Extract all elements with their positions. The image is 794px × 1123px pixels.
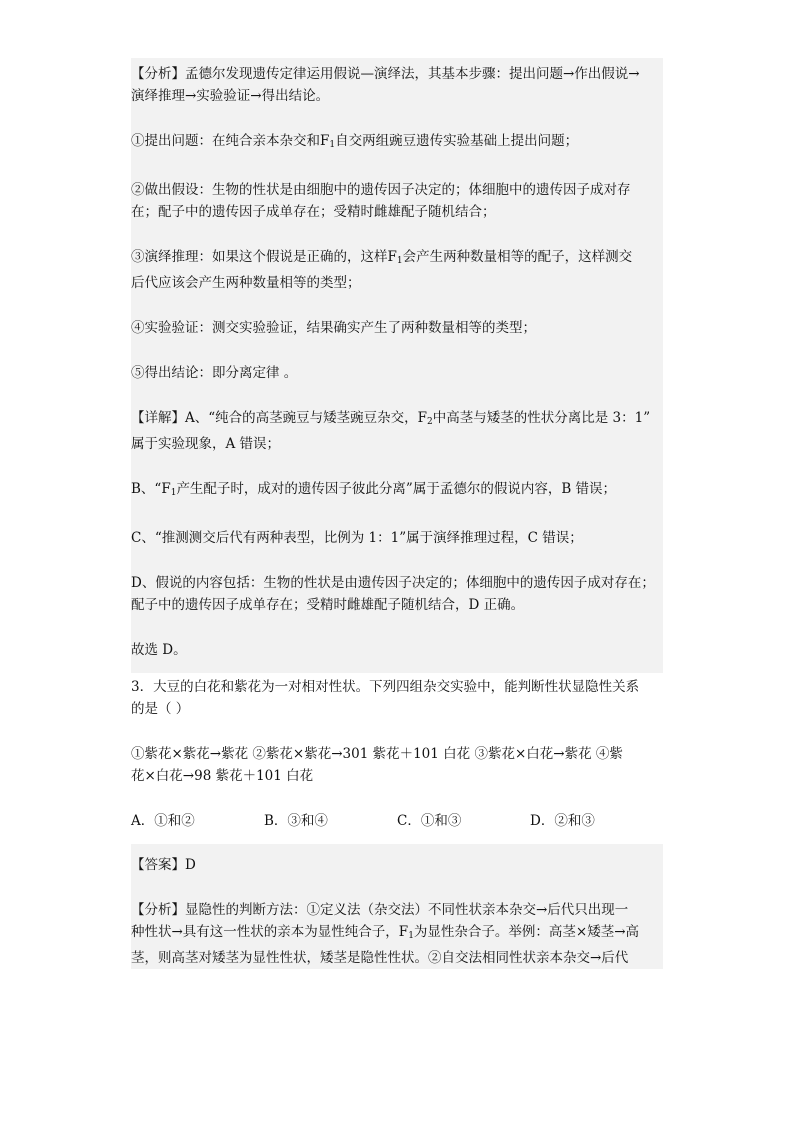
- analysis-line: 演绎推理→实验验证→得出结论。: [131, 88, 330, 104]
- answer-options: [131, 810, 663, 832]
- spacer: [131, 107, 663, 130]
- option-a: A．①和②: [131, 813, 195, 829]
- step-3-line: ③演绎推理：如果这个假说是正确的，这样$F_1$会产生两种数量相等的配子，这样测交: [131, 249, 633, 266]
- choose-statement: 故选 D。: [131, 639, 663, 661]
- detail-line: 属于实验现象，A 错误；: [131, 436, 281, 452]
- spacer: [131, 616, 663, 639]
- analysis-line: 【分析】孟德尔发现遗传定律运用假说—演绎法，其基本步骤：提出问题→作出假说→: [131, 66, 640, 82]
- option-b: B．③和④: [264, 813, 328, 829]
- step-4: ④实验验证：测交实验验证，结果确实产生了两种数量相等的类型；: [131, 317, 663, 339]
- analysis-2-line: 【分析】显隐性的判断方法：①定义法（杂交法）不同性状亲本杂交→后代只出现一: [131, 902, 629, 918]
- analysis-2: [131, 899, 663, 969]
- analysis-paragraph: [131, 58, 663, 107]
- step-2: [131, 179, 663, 223]
- detail-paragraph: [131, 407, 663, 455]
- option-d-line: D、假说的内容包括：生物的性状是由遗传因子决定的；体细胞中的遗传因子成对存在；: [131, 575, 655, 591]
- spacer: [131, 876, 663, 899]
- step-2-line: 在；配子中的遗传因子成单存在；受精时雌雄配子随机结合；: [131, 204, 496, 220]
- answer-block: [131, 844, 663, 876]
- spacer: [131, 504, 663, 527]
- step-1: ①提出问题：在纯合亲本杂交和$F_1$自交两组豌豆遗传实验基础上提出问题；: [131, 130, 663, 156]
- question-stem: 3．大豆的白花和紫花为一对相对性状。下列四组杂交实验中，能判断性状显隐性关系: [131, 676, 663, 698]
- spacer: [131, 384, 663, 407]
- spacer: [131, 787, 663, 810]
- option-d-explanation: [131, 572, 663, 616]
- option-d-line: 配子中的遗传因子成单存在；受精时雌雄配子随机结合，D 正确。: [131, 597, 525, 613]
- question-3: [131, 673, 663, 844]
- detail-line: 【详解】A、“纯合的高茎豌豆与矮茎豌豆杂交，$F_2$中高茎与矮茎的性状分离比是 3：1”: [131, 410, 651, 427]
- question-stem: 的是（ ）: [131, 698, 663, 720]
- step-5: ⑤得出结论：即分离定律 。: [131, 362, 663, 384]
- spacer: [131, 549, 663, 572]
- document-page: [131, 58, 663, 969]
- spacer: [131, 156, 663, 179]
- spacer: [131, 661, 663, 673]
- spacer: [131, 720, 663, 743]
- step-3-line: 后代应该会产生两种数量相等的类型；: [131, 275, 361, 291]
- option-b-explanation: B、“$F_1$产生配子时，成对的遗传因子彼此分离”属于孟德尔的假说内容，B 错误；: [131, 478, 663, 504]
- step-3: [131, 246, 663, 294]
- analysis-2-line: 茎，则高茎对矮茎为显性性状，矮茎是隐性性状。②自交法相同性状亲本杂交→后代: [131, 950, 629, 966]
- option-d: D．②和③: [530, 813, 595, 829]
- option-c-explanation: C、“推测测交后代有两种表型，比例为 1：1”属于演绎推理过程，C 错误；: [131, 527, 663, 549]
- step-2-line: ②做出假设：生物的性状是由细胞中的遗传因子决定的；体细胞中的遗传因子成对存: [131, 182, 631, 198]
- spacer: [131, 832, 663, 844]
- answer-line: 【答案】D: [131, 857, 196, 873]
- question-crosses: 花×白花→98 紫花＋101 白花: [131, 765, 663, 787]
- spacer: [131, 223, 663, 246]
- spacer: [131, 339, 663, 362]
- option-c: C．①和③: [397, 813, 462, 829]
- spacer: [131, 294, 663, 317]
- spacer: [131, 455, 663, 478]
- analysis-2-line: 种性状→具有这一性状的亲本为显性纯合子，$F_1$为显性杂合子。举例：高茎×矮茎→高: [131, 924, 640, 941]
- question-crosses: ①紫花×紫花→紫花 ②紫花×紫花→301 紫花＋101 白花 ③紫花×白花→紫花 ④紫: [131, 743, 663, 765]
